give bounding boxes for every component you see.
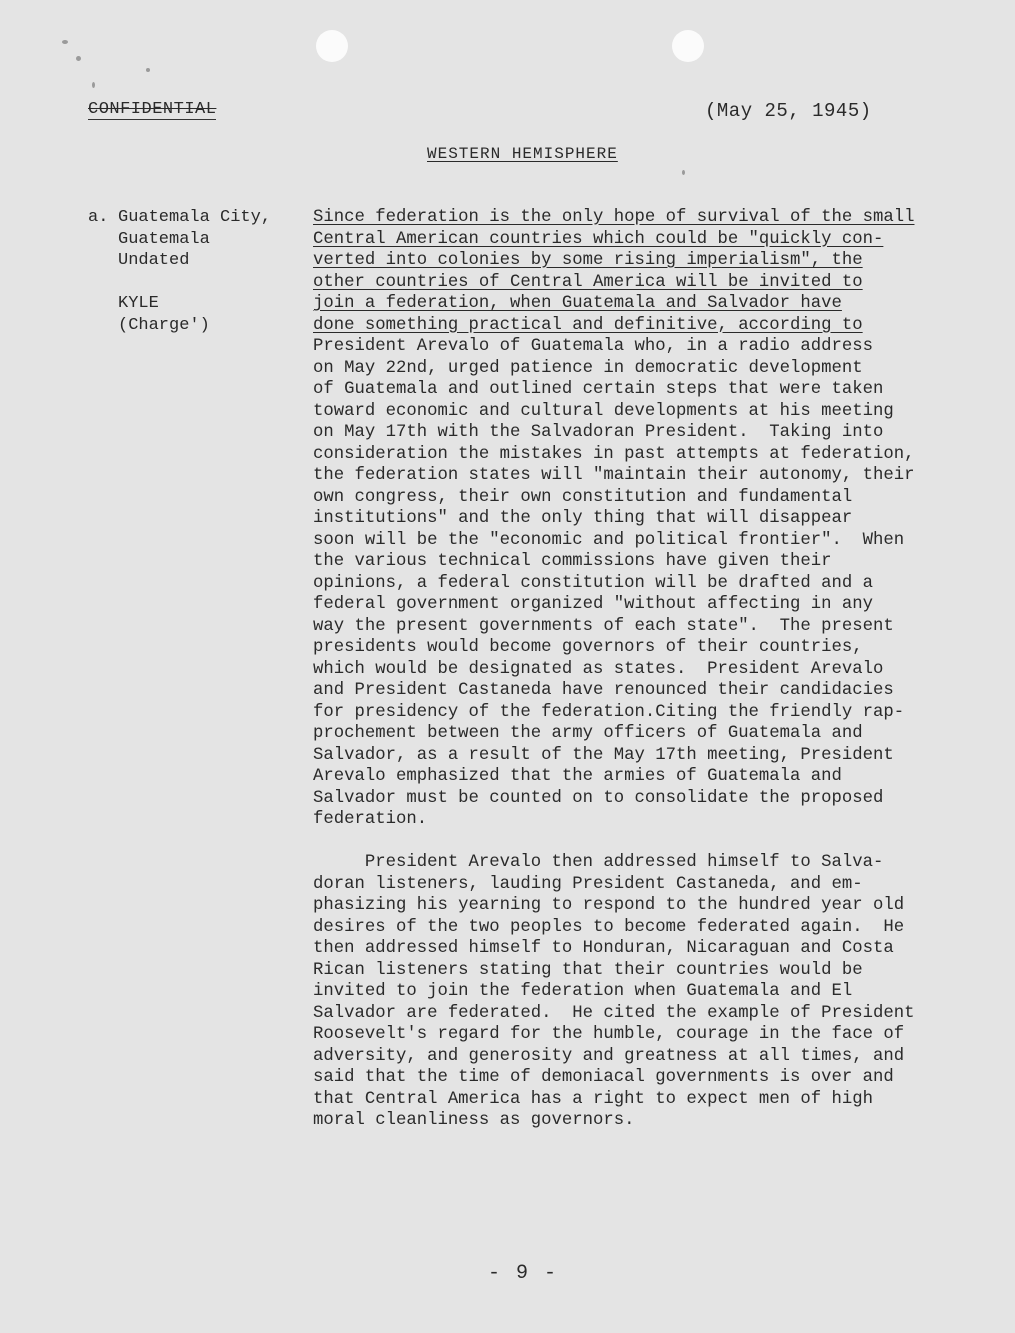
classification-marking: CONFIDENTIAL bbox=[88, 100, 217, 119]
text-line: Salvador, as a result of the May 17th meeting, President bbox=[313, 745, 894, 765]
text-line: Rican listeners stating that their countries would be bbox=[313, 960, 863, 980]
text-line: the various technical commissions have given their bbox=[313, 552, 832, 571]
text-line: own congress, their own constitution and fundamental bbox=[313, 487, 853, 507]
text-line: consideration the mistakes in past attempts at federation, bbox=[313, 444, 915, 464]
body-text bbox=[313, 207, 938, 1132]
location-line: Guatemala bbox=[118, 229, 210, 249]
text-line: moral cleanliness as governors. bbox=[313, 1111, 635, 1130]
text-line: Salvador are federated. He cited the example of President bbox=[313, 1003, 915, 1023]
text-line: prochement between the army officers of Guatemala and bbox=[313, 724, 863, 743]
text-line: the federation states will "maintain their autonomy, their bbox=[313, 466, 915, 485]
text-line: verted into colonies by some rising imperialism", the bbox=[313, 251, 863, 270]
paper-speck bbox=[92, 82, 95, 88]
text-line: Arevalo emphasized that the armies of Guatemala and bbox=[313, 767, 842, 786]
text-line: toward economic and cultural developments at his meeting bbox=[313, 401, 894, 421]
text-line: doran listeners, lauding President Castaneda, and em- bbox=[313, 874, 863, 894]
text-line: way the present governments of each state". The present bbox=[313, 616, 894, 636]
text-line: which would be designated as states. President Arevalo bbox=[313, 659, 884, 679]
text-line: institutions" and the only thing that will disappear bbox=[313, 509, 853, 528]
section-title: WESTERN HEMISPHERE bbox=[427, 145, 618, 163]
document-date: (May 25, 1945) bbox=[705, 100, 872, 122]
text-line: Since federation is the only hope of survival of the small bbox=[313, 208, 915, 227]
text-line: presidents would become governors of their countries, bbox=[313, 638, 863, 657]
paper-speck bbox=[62, 40, 68, 44]
text-line: opinions, a federal constitution will be drafted and a bbox=[313, 573, 874, 593]
text-line: phasizing his yearning to respond to the hundred year old bbox=[313, 896, 905, 915]
text-line: for presidency of the federation.Citing the friendly rap- bbox=[313, 702, 905, 722]
location-line: Undated bbox=[118, 251, 190, 270]
text-line: then addressed himself to Honduran, Nicaraguan and Costa bbox=[313, 939, 894, 958]
item-label: a. bbox=[88, 208, 109, 227]
paper-speck bbox=[682, 170, 685, 175]
text-line: done something practical and definitive, according to bbox=[313, 315, 863, 335]
paper-speck bbox=[76, 56, 81, 61]
source-sidebar bbox=[88, 207, 271, 336]
text-line: that Central America has a right to expect men of high bbox=[313, 1089, 874, 1109]
text-line: and President Castaneda have renounced their candidacies bbox=[313, 681, 894, 700]
location-line: Guatemala City, bbox=[118, 208, 272, 227]
page-number: - 9 - bbox=[488, 1262, 559, 1285]
text-line: invited to join the federation when Guatemala and El bbox=[313, 982, 853, 1001]
text-line: adversity, and generosity and greatness at all times, and bbox=[313, 1046, 905, 1066]
text-line: Salvador must be counted on to consolidate the proposed bbox=[313, 788, 884, 808]
text-line: other countries of Central America will be invited to bbox=[313, 272, 863, 292]
text-line: of Guatemala and outlined certain steps that were taken bbox=[313, 380, 884, 399]
text-line: said that the time of demoniacal governments is over and bbox=[313, 1068, 894, 1087]
sender-name: KYLE bbox=[118, 294, 159, 313]
paragraph-1 bbox=[313, 207, 938, 831]
text-line: Central American countries which could be "quickly con- bbox=[313, 229, 884, 249]
punch-hole-left bbox=[316, 30, 348, 62]
paper-speck bbox=[146, 68, 150, 72]
text-line: desires of the two peoples to become federated again. He bbox=[313, 917, 905, 937]
text-line: join a federation, when Guatemala and Salvador have bbox=[313, 294, 842, 313]
sender-title: (Charge') bbox=[118, 315, 210, 335]
text-line: federation. bbox=[313, 810, 428, 829]
text-line: soon will be the "economic and political frontier". When bbox=[313, 530, 905, 550]
text-line: on May 22nd, urged patience in democratic development bbox=[313, 358, 863, 378]
punch-hole-right bbox=[672, 30, 704, 62]
text-line: federal government organized "without affecting in any bbox=[313, 595, 874, 614]
text-line: Roosevelt's regard for the humble, courage in the face of bbox=[313, 1025, 905, 1044]
text-line: on May 17th with the Salvadoran President. Taking into bbox=[313, 423, 884, 442]
text-line: President Arevalo then addressed himself to Salva- bbox=[313, 853, 884, 872]
text-line: President Arevalo of Guatemala who, in a radio address bbox=[313, 337, 874, 356]
paragraph-2 bbox=[313, 852, 938, 1132]
